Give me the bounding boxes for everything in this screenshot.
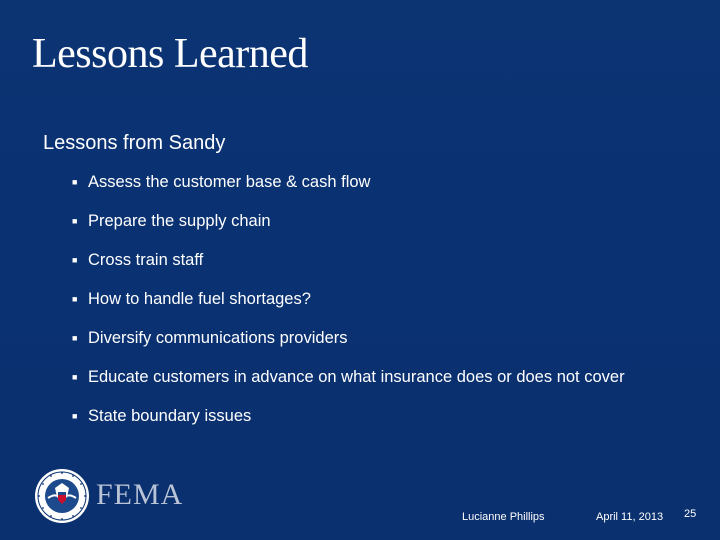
bullet-list [72, 172, 625, 445]
square-bullet-icon: ■ [72, 372, 78, 382]
square-bullet-icon: ■ [72, 255, 78, 265]
square-bullet-icon: ■ [72, 177, 78, 187]
list-item [72, 250, 625, 289]
list-item [72, 289, 625, 328]
list-item [72, 172, 625, 211]
list-item [72, 367, 625, 406]
bullet-text: State boundary issues [88, 407, 252, 425]
list-item [72, 211, 625, 250]
bullet-text: Diversify communications providers [88, 329, 348, 347]
bullet-text: How to handle fuel shortages? [88, 290, 311, 308]
bullet-text: Cross train staff [88, 251, 204, 269]
list-item [72, 406, 625, 445]
square-bullet-icon: ■ [72, 411, 78, 421]
slide-title: Lessons Learned [32, 31, 308, 77]
list-item [72, 328, 625, 367]
square-bullet-icon: ■ [72, 333, 78, 343]
footer-date: April 11, 2013 [596, 511, 664, 523]
footer-presenter: Lucianne Phillips [462, 511, 545, 523]
bullet-text: Prepare the supply chain [88, 212, 271, 230]
slide-subtitle: Lessons from Sandy [43, 132, 226, 154]
square-bullet-icon: ■ [72, 294, 78, 304]
page-number: 25 [684, 508, 697, 520]
fema-wordmark: FEMA [96, 478, 184, 511]
bullet-text: Assess the customer base & cash flow [88, 173, 371, 191]
bullet-text: Educate customers in advance on what insurance does or does not cover [88, 368, 625, 386]
dhs-seal-icon [34, 468, 90, 524]
square-bullet-icon: ■ [72, 216, 78, 226]
